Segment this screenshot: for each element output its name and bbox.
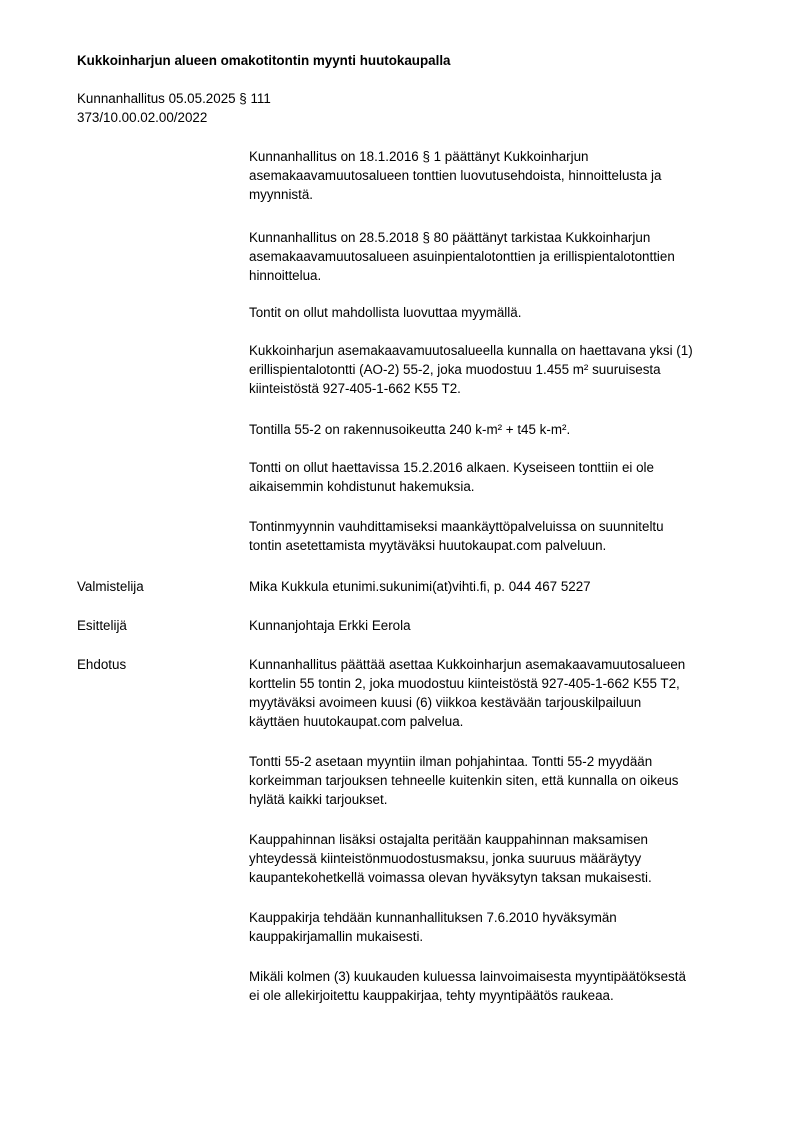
presenter-label: Esittelijä: [77, 618, 127, 633]
background-paragraph-5: Tontilla 55-2 on rakennusoikeutta 240 k-m² + t45 k-m².: [249, 422, 571, 437]
background-paragraph-7: Tontinmyynnin vauhdittamiseksi maankäyttöpalveluissa on suunniteltu tontin asetettamista myytäväksi huutokaupat.com palveluun.: [249, 519, 664, 553]
proposal-label: Ehdotus: [77, 657, 127, 672]
background-paragraph-1: Kunnanhallitus on 18.1.2016 § 1 päättänyt Kukkoinharjun asemakaavamuutosalueen tonttien luovutusehdoista, hinnoittelusta ja myynnistä.: [249, 149, 662, 202]
background-paragraph-6: Tontti on ollut haettavissa 15.2.2016 alkaen. Kyseiseen tonttiin ei ole aikaisemmin kohdistunut hakemuksia.: [249, 460, 654, 494]
background-paragraph-2: Kunnanhallitus on 28.5.2018 § 80 päättänyt tarkistaa Kukkoinharjun asemakaavamuutosalueen asuinpientalotonttien ja erillispientalotonttien hinnoittelua.: [249, 230, 675, 283]
presenter-value: Kunnanjohtaja Erkki Eerola: [249, 618, 411, 633]
preparer-value: Mika Kukkula etunimi.sukunimi(at)vihti.fi, p. 044 467 5227: [249, 579, 591, 594]
document-title: Kukkoinharjun alueen omakotitontin myynti huutokaupalla: [77, 53, 451, 68]
proposal-paragraph-3: Kauppahinnan lisäksi ostajalta peritään kauppahinnan maksamisen yhteydessä kiinteistönmuodostusmaksu, jonka suuruus määräytyy kaupantekohetkellä voimassa olevan hyväksytyn taksan mukaisesti.: [249, 832, 652, 885]
proposal-paragraph-5: Mikäli kolmen (3) kuukauden kuluessa lainvoimaisesta myyntipäätöksestä ei ole allekirjoitettu kauppakirjaa, tehty myyntipäätös raukeaa.: [249, 969, 686, 1003]
background-paragraph-4: Kukkoinharjun asemakaavamuutosalueella kunnalla on haettavana yksi (1) erillispientalotontti (AO-2) 55-2, joka muodostuu 1.455 m² suuruisesta kiinteistöstä 927-405-1-662 K55 T2.: [249, 343, 693, 396]
background-paragraph-3: Tontit on ollut mahdollista luovuttaa myymällä.: [249, 305, 522, 320]
preparer-label: Valmistelija: [77, 579, 144, 594]
meeting-meta: [77, 89, 271, 127]
meeting-reference: Kunnanhallitus 05.05.2025 § 111: [77, 91, 271, 106]
proposal-paragraph-2: Tontti 55-2 asetaan myyntiin ilman pohjahintaa. Tontti 55-2 myydään korkeimman tarjouksen tehneelle kuitenkin siten, että kunnalla on oikeus hylätä kaikki tarjoukset.: [249, 754, 679, 807]
proposal-paragraph-4: Kauppakirja tehdään kunnanhallituksen 7.6.2010 hyväksymän kauppakirjamallin mukaisesti.: [249, 910, 617, 944]
record-number: 373/10.00.02.00/2022: [77, 110, 208, 125]
proposal-paragraph-1: Kunnanhallitus päättää asettaa Kukkoinharjun asemakaavamuutosalueen korttelin 55 tontin 2, joka muodostuu kiinteistöstä 927-405-1-662 K55 T2, myytäväksi avoimeen kuusi (6) viikkoa kestävään tarjouskilpailuun käyttäen huutokaupat.com palvelua.: [249, 657, 686, 729]
